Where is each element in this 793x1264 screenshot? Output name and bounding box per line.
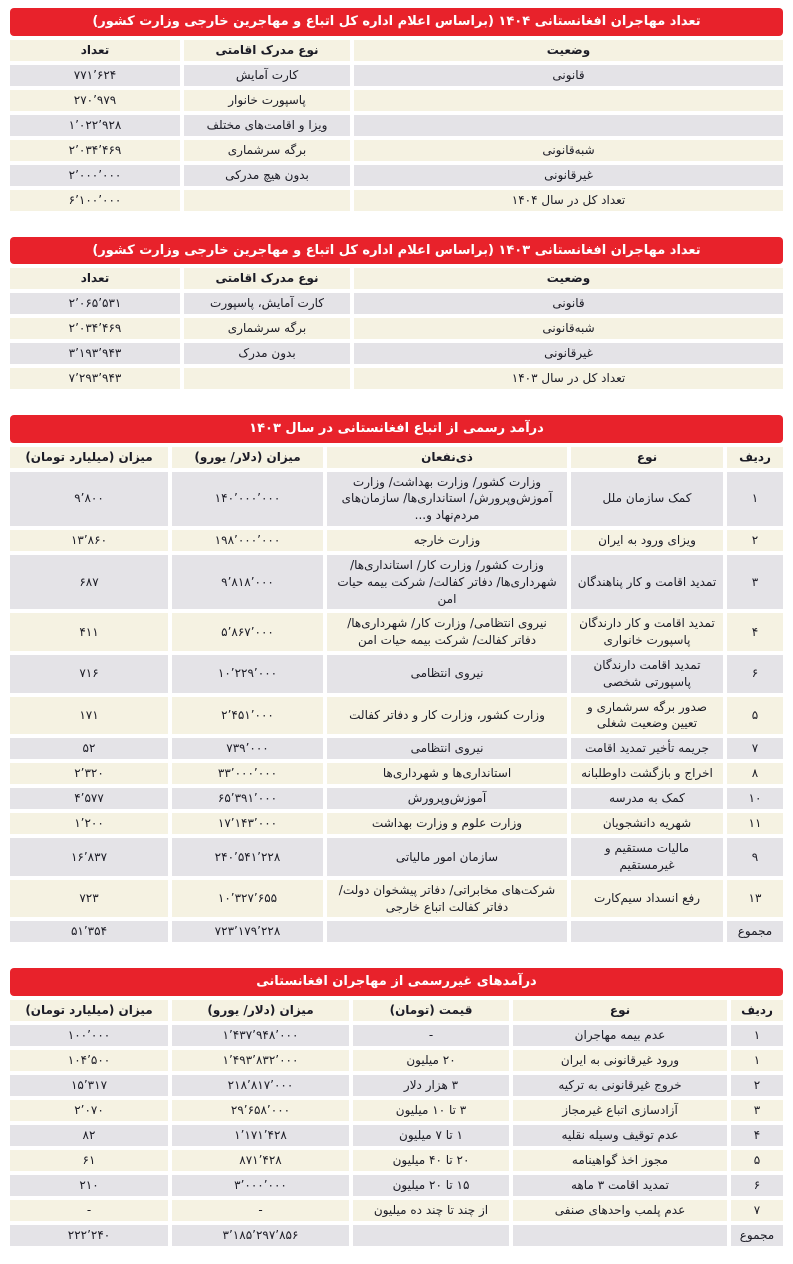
table-cell: ۶’۱۰۰’۰۰۰: [10, 190, 180, 211]
table-cell: ۸۷۱’۴۲۸: [172, 1150, 349, 1171]
table-cell: اخراج و بازگشت داوطلبانه: [571, 763, 723, 784]
table-cell: ۱۱: [727, 813, 783, 834]
table-cell: ۲: [731, 1075, 783, 1096]
table-cell: ۱۵ تا ۲۰ میلیون: [353, 1175, 509, 1196]
table-row: [10, 763, 783, 784]
table-row: [10, 1200, 783, 1221]
table-cell: عدم بیمه مهاجران: [513, 1025, 727, 1046]
table-cell: کارت آمایش، پاسپورت: [184, 293, 350, 314]
table-cell: -: [353, 1025, 509, 1046]
table-cell: ویزا و اقامت‌های مختلف: [184, 115, 350, 136]
table-cell: ۱’۰۲۲’۹۲۸: [10, 115, 180, 136]
table-cell: مجموع: [731, 1225, 783, 1246]
table-cell: ۷۳۹’۰۰۰: [172, 738, 323, 759]
table-cell: جریمه تأخیر تمدید اقامت: [571, 738, 723, 759]
column-header-amount-toman: میزان (میلیارد تومان): [10, 447, 168, 468]
table-cell: ۹’۸۰۰: [10, 472, 168, 526]
column-header-amount-toman: میزان (میلیارد تومان): [10, 1000, 168, 1021]
table-cell: پاسپورت خانوار: [184, 90, 350, 111]
column-header-beneficiaries: ذی‌نفعان: [327, 447, 567, 468]
table-cell: ۱۰۰’۰۰۰: [10, 1025, 168, 1046]
table-cell: برگه سرشماری: [184, 318, 350, 339]
table-body: [10, 65, 783, 211]
table-title: درآمدهای غیررسمی از مهاجران افغانستانی: [10, 968, 783, 996]
table-body: [10, 472, 783, 943]
table-cell: ۱۷۱: [10, 697, 168, 735]
table-cell: ۵۱’۳۵۴: [10, 921, 168, 942]
table-cell: ورود غیرقانونی به ایران: [513, 1050, 727, 1071]
table-cell: مجموع: [727, 921, 783, 942]
table-cell: ۵: [727, 697, 783, 735]
table-cell: ۲’۳۲۰: [10, 763, 168, 784]
table-cell: ۴۱۱: [10, 613, 168, 651]
table-row: [10, 788, 783, 809]
table-cell: ۱: [731, 1025, 783, 1046]
table-row: [10, 1050, 783, 1071]
table-cell: شبه‌قانونی: [354, 318, 783, 339]
table-row: [10, 655, 783, 693]
table-cell: [184, 368, 350, 389]
table-row: [10, 613, 783, 651]
table-cell: خروج غیرقانونی به ترکیه: [513, 1075, 727, 1096]
table-cell: [571, 921, 723, 942]
table-cell: ۱۶’۸۳۷: [10, 838, 168, 876]
table-cell: ۲’۰۷۰: [10, 1100, 168, 1121]
table-cell: ۳: [731, 1100, 783, 1121]
column-header-price-toman: قیمت (تومان): [353, 1000, 509, 1021]
table-unofficial-income: [10, 968, 783, 1246]
column-header-type: نوع: [571, 447, 723, 468]
table-cell: ۴: [727, 613, 783, 651]
table-cell: ۱’۱۷۱’۴۲۸: [172, 1125, 349, 1146]
table-cell: عدم پلمب واحدهای صنفی: [513, 1200, 727, 1221]
table-row: [10, 90, 783, 111]
table-cell: ۲’۰۰۰’۰۰۰: [10, 165, 180, 186]
table-cell: شرکت‌های مخابراتی/ دفاتر پیشخوان دولت/ دفاتر کفالت اتباع خارجی: [327, 880, 567, 918]
table-row: [10, 813, 783, 834]
table-cell: ۲’۴۵۱’۰۰۰: [172, 697, 323, 735]
table-cell: -: [172, 1200, 349, 1221]
table-cell: شهریه دانشجویان: [571, 813, 723, 834]
table-cell: [184, 190, 350, 211]
table-cell: ۱’۲۰۰: [10, 813, 168, 834]
table-cell: ۶۵’۳۹۱’۰۰۰: [172, 788, 323, 809]
table-cell: ۱’۴۹۳’۸۳۲’۰۰۰: [172, 1050, 349, 1071]
table-row: [10, 1100, 783, 1121]
column-header-amount-usd: میزان (دلار/ یورو): [172, 447, 323, 468]
table-row: [10, 343, 783, 364]
table-row: [10, 530, 783, 551]
table-cell: ۹’۸۱۸’۰۰۰: [172, 555, 323, 609]
table-cell: ۴’۵۷۷: [10, 788, 168, 809]
table-header-row: [10, 268, 783, 289]
table-cell: [513, 1225, 727, 1246]
table-cell: ۴: [731, 1125, 783, 1146]
table-cell: ۷’۲۹۳’۹۴۳: [10, 368, 180, 389]
table-cell: ۷: [731, 1200, 783, 1221]
table-row: [10, 368, 783, 389]
table-row: [10, 140, 783, 161]
table-cell: ۷۷۱’۶۲۴: [10, 65, 180, 86]
table-cell: وزارت خارجه: [327, 530, 567, 551]
table-cell: ۱’۴۳۷’۹۴۸’۰۰۰: [172, 1025, 349, 1046]
table-cell: ۳’۱۹۳’۹۴۳: [10, 343, 180, 364]
table-cell: ۲۷۰’۹۷۹: [10, 90, 180, 111]
table-cell: ۱ تا ۷ میلیون: [353, 1125, 509, 1146]
table-cell: ۱: [727, 472, 783, 526]
table-body: [10, 293, 783, 389]
table-cell: ۲’۰۳۴’۴۶۹: [10, 140, 180, 161]
column-header-type: نوع: [513, 1000, 727, 1021]
table-cell: ۶۱: [10, 1150, 168, 1171]
table-cell: سازمان امور مالیاتی: [327, 838, 567, 876]
table-row: [10, 1125, 783, 1146]
column-header-row-number: ردیف: [727, 447, 783, 468]
table-cell: ۳۳’۰۰۰’۰۰۰: [172, 763, 323, 784]
table-cell: ۶۸۷: [10, 555, 168, 609]
table-official-income-1403: [10, 415, 783, 942]
table-cell: [327, 921, 567, 942]
column-header-count: تعداد: [10, 40, 180, 61]
table-migrants-1404: [10, 8, 783, 211]
table-title: تعداد مهاجران افغانستانی ۱۴۰۳ (براساس اعلام اداره کل اتباع و مهاجرین خارجی وزارت کشور): [10, 237, 783, 265]
table-cell: -: [10, 1200, 168, 1221]
table-cell: غیرقانونی: [354, 343, 783, 364]
table-cell: شبه‌قانونی: [354, 140, 783, 161]
table-cell: نیروی انتظامی/ وزارت کار/ شهرداری‌ها/ دفاتر کفالت/ شرکت بیمه حیات امن: [327, 613, 567, 651]
table-cell: استانداری‌ها و شهرداری‌ها: [327, 763, 567, 784]
table-cell: ۲۲۲’۲۴۰: [10, 1225, 168, 1246]
table-cell: کمک به مدرسه: [571, 788, 723, 809]
table-cell: ۱۰’۳۲۷’۶۵۵: [172, 880, 323, 918]
table-row: [10, 1025, 783, 1046]
table-row: [10, 65, 783, 86]
table-cell: ۱۳: [727, 880, 783, 918]
table-cell: قانونی: [354, 293, 783, 314]
table-title: تعداد مهاجران افغانستانی ۱۴۰۴ (براساس اعلام اداره کل اتباع و مهاجرین خارجی وزارت کشور): [10, 8, 783, 36]
table-cell: [354, 115, 783, 136]
table-cell: ۱۳’۸۶۰: [10, 530, 168, 551]
table-row: [10, 1075, 783, 1096]
table-cell: ۵’۸۶۷’۰۰۰: [172, 613, 323, 651]
table-cell: ۲’۰۶۵’۵۳۱: [10, 293, 180, 314]
table-migrants-1403: [10, 237, 783, 390]
table-cell: [353, 1225, 509, 1246]
table-cell: کارت آمایش: [184, 65, 350, 86]
table-cell: ۳’۰۰۰’۰۰۰: [172, 1175, 349, 1196]
table-row: [10, 318, 783, 339]
table-cell: غیرقانونی: [354, 165, 783, 186]
table-cell: تمدید اقامت دارندگان پاسپورتی شخصی: [571, 655, 723, 693]
table-cell: بدون مدرک: [184, 343, 350, 364]
table-cell: وزارت کشور، وزارت کار و دفاتر کفالت: [327, 697, 567, 735]
table-body: [10, 1025, 783, 1246]
table-cell: ۷۲۳’۱۷۹’۲۲۸: [172, 921, 323, 942]
table-cell: آموزش‌وپرورش: [327, 788, 567, 809]
table-cell: بدون هیچ مدرکی: [184, 165, 350, 186]
table-cell: رفع انسداد سیم‌کارت: [571, 880, 723, 918]
table-row: [10, 838, 783, 876]
table-cell: ۱۴۰’۰۰۰’۰۰۰: [172, 472, 323, 526]
table-cell: ۲۰ تا ۴۰ میلیون: [353, 1150, 509, 1171]
table-cell: ۷۱۶: [10, 655, 168, 693]
table-cell: ۲’۰۳۴’۴۶۹: [10, 318, 180, 339]
table-cell: ۶: [727, 655, 783, 693]
table-cell: ۸۲: [10, 1125, 168, 1146]
table-cell: ۳ تا ۱۰ میلیون: [353, 1100, 509, 1121]
table-cell: ۲۱۸’۸۱۷’۰۰۰: [172, 1075, 349, 1096]
table-cell: تمدید اقامت و کار دارندگان پاسپورت خانواری: [571, 613, 723, 651]
table-row: [10, 115, 783, 136]
table-header-row: [10, 447, 783, 468]
table-row: [10, 555, 783, 609]
column-header-status: وضعیت: [354, 40, 783, 61]
table-cell: ۱۹۸’۰۰۰’۰۰۰: [172, 530, 323, 551]
table-cell: تمدید اقامت ۳ ماهه: [513, 1175, 727, 1196]
table-cell: ۷: [727, 738, 783, 759]
table-cell: ۱۷’۱۴۳’۰۰۰: [172, 813, 323, 834]
table-cell: ۹: [727, 838, 783, 876]
table-cell: ۱۰’۲۲۹’۰۰۰: [172, 655, 323, 693]
table-cell: عدم توقیف وسیله نقلیه: [513, 1125, 727, 1146]
table-cell: مالیات مستقیم و غیرمستقیم: [571, 838, 723, 876]
table-cell: ۸: [727, 763, 783, 784]
table-header-row: [10, 1000, 783, 1021]
table-cell: ۱۰: [727, 788, 783, 809]
table-cell: تعداد کل در سال ۱۴۰۴: [354, 190, 783, 211]
table-header-row: [10, 40, 783, 61]
table-row: [10, 880, 783, 918]
table-cell: قانونی: [354, 65, 783, 86]
table-row: [10, 738, 783, 759]
column-header-row-number: ردیف: [731, 1000, 783, 1021]
table-cell: ۱۰۴’۵۰۰: [10, 1050, 168, 1071]
table-cell: نیروی انتظامی: [327, 655, 567, 693]
table-cell: تمدید اقامت و کار پناهندگان: [571, 555, 723, 609]
table-cell: [354, 90, 783, 111]
table-cell: وزارت علوم و وزارت بهداشت: [327, 813, 567, 834]
table-row: [10, 1150, 783, 1171]
column-header-count: تعداد: [10, 268, 180, 289]
table-cell: ۵۲: [10, 738, 168, 759]
table-row: [10, 697, 783, 735]
table-cell: ۳’۱۸۵’۲۹۷’۸۵۶: [172, 1225, 349, 1246]
table-cell: ۲۴۰’۵۴۱’۲۲۸: [172, 838, 323, 876]
table-cell: نیروی انتظامی: [327, 738, 567, 759]
table-cell: صدور برگه سرشماری و تعیین وضعیت شغلی: [571, 697, 723, 735]
table-row: [10, 165, 783, 186]
table-row: [10, 1225, 783, 1246]
table-cell: ۲۰ میلیون: [353, 1050, 509, 1071]
table-title: درآمد رسمی از اتباع افغانستانی در سال ۱۴۰۳: [10, 415, 783, 443]
table-row: [10, 472, 783, 526]
table-cell: ۳ هزار دلار: [353, 1075, 509, 1096]
table-row: [10, 190, 783, 211]
table-cell: ۱: [731, 1050, 783, 1071]
table-row: [10, 293, 783, 314]
table-cell: ۲۹’۶۵۸’۰۰۰: [172, 1100, 349, 1121]
table-cell: ۳: [727, 555, 783, 609]
table-cell: ۶: [731, 1175, 783, 1196]
column-header-document-type: نوع مدرک اقامتی: [184, 40, 350, 61]
table-cell: ۲۱۰: [10, 1175, 168, 1196]
table-cell: ۲: [727, 530, 783, 551]
table-cell: ۷۲۳: [10, 880, 168, 918]
table-row: [10, 1175, 783, 1196]
table-cell: مجوز اخذ گواهینامه: [513, 1150, 727, 1171]
table-cell: وزارت کشور/ وزارت بهداشت/ وزارت آموزش‌وپرورش/ استانداری‌ها/ سازمان‌های مردم‌نهاد و...: [327, 472, 567, 526]
table-cell: ویزای ورود به ایران: [571, 530, 723, 551]
table-cell: کمک سازمان ملل: [571, 472, 723, 526]
table-cell: وزارت کشور/ وزارت کار/ استانداری‌ها/ شهرداری‌ها/ دفاتر کفالت/ شرکت بیمه حیات امن: [327, 555, 567, 609]
table-cell: برگه سرشماری: [184, 140, 350, 161]
table-row: [10, 921, 783, 942]
column-header-status: وضعیت: [354, 268, 783, 289]
table-cell: از چند تا چند ده میلیون: [353, 1200, 509, 1221]
column-header-document-type: نوع مدرک اقامتی: [184, 268, 350, 289]
table-cell: تعداد کل در سال ۱۴۰۳: [354, 368, 783, 389]
table-cell: آزادسازی اتباع غیرمجاز: [513, 1100, 727, 1121]
table-cell: ۱۵’۳۱۷: [10, 1075, 168, 1096]
column-header-amount-usd: میزان (دلار/ یورو): [172, 1000, 349, 1021]
table-cell: ۵: [731, 1150, 783, 1171]
